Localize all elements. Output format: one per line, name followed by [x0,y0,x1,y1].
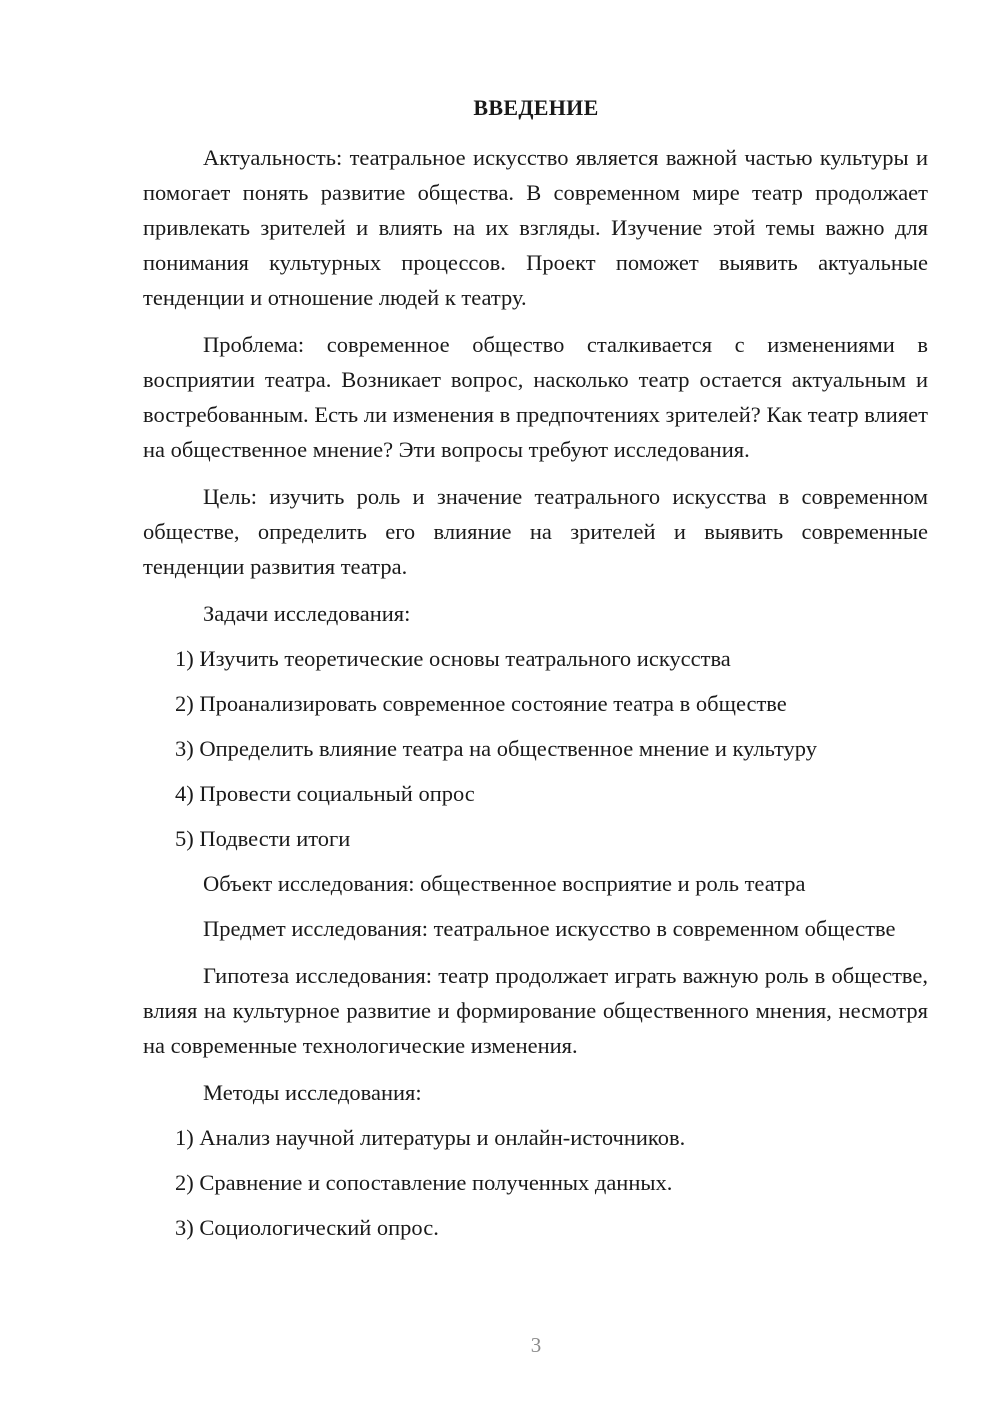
goal-paragraph: Цель: изучить роль и значение театрального искусства в современном обществе, определить его влияние на зрителей и выявить современные тенденции развития театра. [143,484,928,579]
object-paragraph: Объект исследования: общественное восприятие и роль театра [203,871,806,896]
subject-paragraph: Предмет исследования: театральное искусство в современном обществе [203,916,896,941]
page-content [143,140,928,1249]
task-item: 4) Провести социальный опрос [175,781,475,806]
methods-title: Методы исследования: [203,1080,422,1105]
page-heading: ВВЕДЕНИЕ [473,95,599,120]
relevance-paragraph: Актуальность: театральное искусство является важной частью культуры и помогает понять развитие общества. В современном мире театр продолжает привлекать зрителей и влиять на их взгляды. Изучение этой темы важно для понимания культурных процессов. Проект поможет выявить актуальные тенденции и отношение людей к театру. [143,145,928,310]
hypothesis-paragraph: Гипотеза исследования: театр продолжает играть важную роль в обществе, влияя на культурное развитие и формирование общественного мнения, несмотря на современные технологические изменения. [143,963,928,1058]
tasks-title: Задачи исследования: [203,601,411,626]
problem-paragraph: Проблема: современное общество сталкивается с изменениями в восприятии театра. Возникает вопрос, насколько театр остается актуальным и востребованным. Есть ли изменения в предпочтениях зрителей? Как театр влияет на общественное мнение? Эти вопросы требуют исследования. [143,332,928,462]
task-item: 3) Определить влияние театра на общественное мнение и культуру [175,736,817,761]
page-number: 3 [530,1333,542,1357]
method-item: 3) Социологический опрос. [175,1215,439,1240]
method-item: 2) Сравнение и сопоставление полученных данных. [175,1170,673,1195]
method-item: 1) Анализ научной литературы и онлайн-источников. [175,1125,686,1150]
task-item: 1) Изучить теоретические основы театрального искусства [175,646,731,671]
task-item: 2) Проанализировать современное состояние театра в обществе [175,691,787,716]
task-item: 5) Подвести итоги [175,826,351,851]
